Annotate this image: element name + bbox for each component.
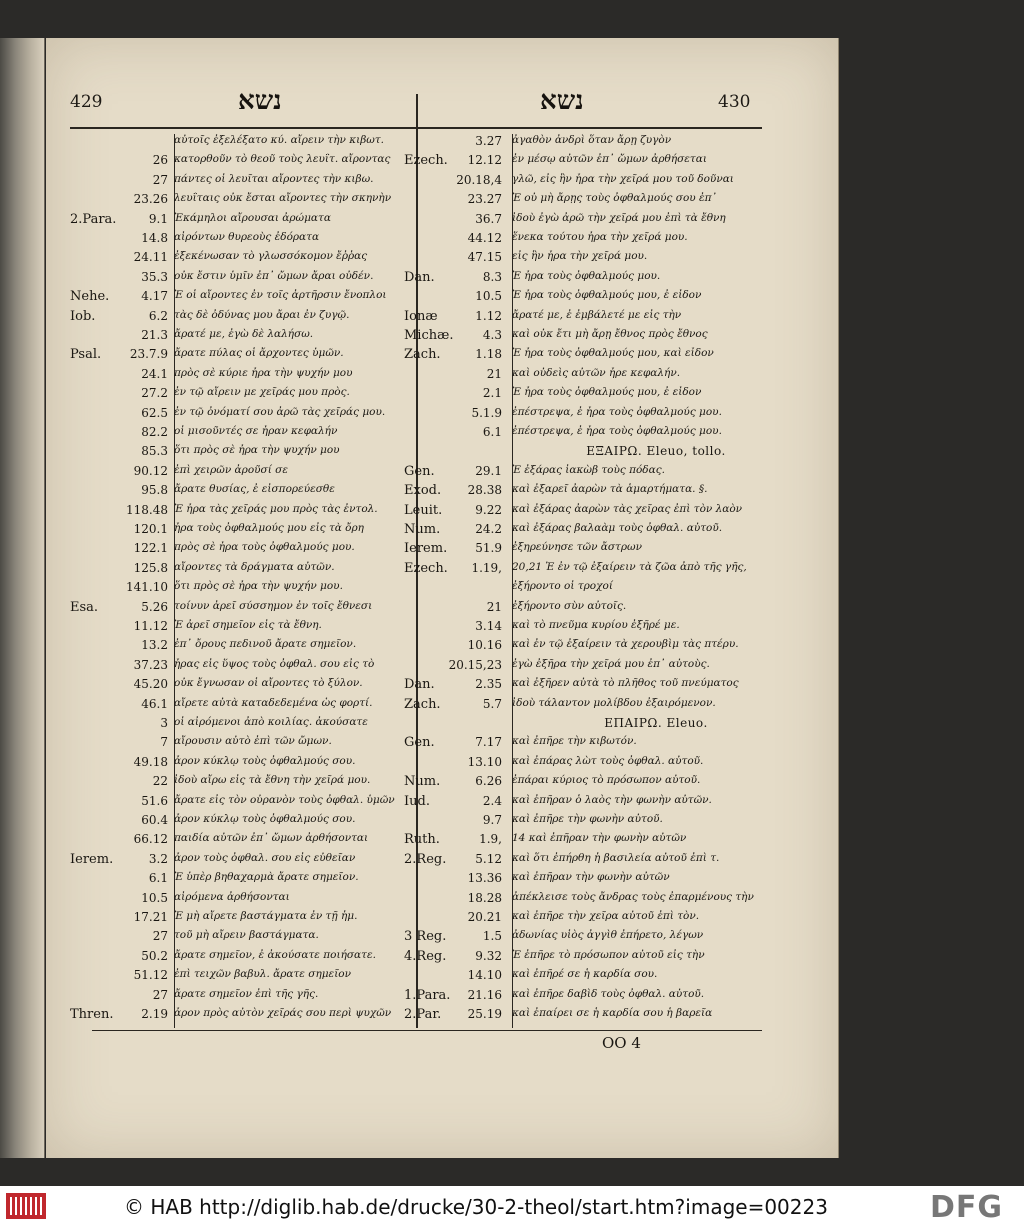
book-abbrev: 2.Par. xyxy=(404,1007,442,1022)
book-abbrev: Ionæ xyxy=(404,308,438,324)
right-column xyxy=(404,134,764,1030)
greek-text: οἱ αἰρόμενοι ἀπὸ κοιλίας. ἀκούσατε xyxy=(174,716,368,728)
verse-ref: 95.8 xyxy=(141,483,168,498)
verse-ref: 10.5 xyxy=(475,289,502,304)
verse-ref: 120.1 xyxy=(133,522,168,536)
greek-text: ἐξήροντο οἱ τροχοί xyxy=(512,580,613,593)
greek-text: ἦρας εἰς ὕψος τοὺς ὀφθαλ. σου εἰς τὸ xyxy=(174,657,375,670)
verse-ref: 1.19, xyxy=(471,560,502,575)
verse-ref: 5.26 xyxy=(141,599,168,614)
greek-text: λευΐταις οὐκ ἔσται αἴροντες τὴν σκηνὴν xyxy=(174,192,392,205)
book-abbrev: Esa. xyxy=(70,599,99,615)
greek-text: καὶ ἐξάρας ἀαρὼν τὰς χεῖρας ἐπὶ τὸν λαὸν xyxy=(512,502,743,515)
left-running-title: נשא xyxy=(238,86,282,116)
greek-text: καὶ ἐπῆραν ὁ λαὸς τὴν φωνὴν αὐτῶν. xyxy=(512,793,712,806)
verse-ref: 24.2 xyxy=(475,522,502,536)
book-abbrev: Num. xyxy=(404,522,441,537)
book-abbrev: Ezech. xyxy=(404,560,448,576)
greek-text: ἐπὶ τειχῶν βαβυλ. ἄρατε σημεῖον xyxy=(174,968,352,981)
verse-ref: 50.2 xyxy=(141,948,168,963)
greek-text: ἐξεκένωσαν τὸ γλωσσόκομον ἔῤῥας xyxy=(174,250,368,263)
greek-text: ἄρατε εἰς τὸν οὐρανὸν τοὺς ὀφθαλ. ὑμῶν xyxy=(174,793,395,806)
verse-ref: 51.9 xyxy=(475,541,502,556)
right-page-number: 430 xyxy=(718,92,751,112)
greek-text: καὶ ἐπῆραν τὴν φωνὴν αὐτῶν xyxy=(512,871,670,884)
book-abbrev: Iud. xyxy=(404,793,430,809)
copyright-link[interactable]: © HAB http://diglib.hab.de/drucke/30-2-theol/start.htm?image=00223 xyxy=(124,1195,828,1219)
verse-ref: 35.3 xyxy=(141,269,168,284)
greek-text: Ἐ ἦρα τοὺς ὀφθαλμούς μου. xyxy=(512,269,661,282)
greek-text: ἄρατέ με, ἐ ἐμβάλετέ με εἰς τὴν xyxy=(512,308,682,321)
greek-text: καὶ οὐκ ἔτι μὴ ἄρῃ ἔθνος πρὸς ἔθνος xyxy=(512,328,708,340)
greek-text: ἐξηρεύνησε τῶν ἄστρων xyxy=(512,541,642,554)
greek-text: πρὸς σὲ κύριε ἦρα τὴν ψυχήν μου xyxy=(174,366,353,379)
greek-text: καὶ ἐπῆρέ σε ἡ καρδία σου. xyxy=(512,968,658,981)
greek-text: ἐν μέσῳ αὐτῶν ἐπ᾽ ὤμων ἀρθήσεται xyxy=(512,153,707,166)
verse-ref: 23.27 xyxy=(467,192,502,207)
book-abbrev: Exod. xyxy=(404,483,442,499)
greek-text: ἐξήροντο σὺν αὐτοῖς. xyxy=(512,599,627,612)
section-heading: ΕΞΑΙΡΩ. Eleuo, tollo. xyxy=(586,444,726,459)
greek-text: Ἐ ὑπὲρ βηθαχαρμὰ ἄρατε σημεῖον. xyxy=(174,871,359,884)
left-page-number: 429 xyxy=(70,92,103,112)
book-abbrev: Nehe. xyxy=(70,289,110,305)
book-abbrev: Ierem. xyxy=(70,851,114,867)
verse-ref: 12.12 xyxy=(467,153,502,168)
verse-ref: 118.48 xyxy=(126,502,168,517)
greek-text: γλῶ, εἰς ἣν ἦρα τὴν χεῖρά μου τοῦ δοῦναι xyxy=(512,172,734,185)
verse-ref: 122.1 xyxy=(133,541,168,556)
verse-ref: 13.36 xyxy=(467,871,502,886)
greek-text: αἴρουσιν αὐτὸ ἐπὶ τῶν ὤμων. xyxy=(174,735,332,748)
book-abbrev: 2.Reg. xyxy=(404,851,447,867)
greek-text: ἄρατε πύλας οἱ ἄρχοντες ὑμῶν. xyxy=(174,347,344,360)
greek-text: εἰς ἣν ἦρα τὴν χεῖρά μου. xyxy=(512,250,648,263)
greek-text: Ἐ ἦρα τοὺς ὀφθαλμούς μου, καὶ εἶδον xyxy=(512,347,714,360)
verse-ref: 27.2 xyxy=(141,386,168,401)
greek-text: ὅτι πρὸς σὲ ἦρα τὴν ψυχήν μου xyxy=(174,444,340,457)
book-abbrev: Thren. xyxy=(70,1007,114,1022)
greek-text: ἆρον τοὺς ὀφθαλ. σου εἰς εὐθεῖαν xyxy=(174,851,356,864)
verse-ref: 66.12 xyxy=(133,832,168,847)
verse-ref: 13.2 xyxy=(141,638,168,653)
greek-text: ἕνεκα τούτου ἦρα τὴν χεῖρά μου. xyxy=(512,231,688,243)
book-abbrev: Gen. xyxy=(404,735,435,751)
greek-text: καὶ οὐδεὶς αὐτῶν ἦρε κεφαλήν. xyxy=(512,366,681,379)
verse-ref: 6.26 xyxy=(475,774,502,789)
verse-ref: 23.7.9 xyxy=(129,347,168,362)
greek-text: ἐγὼ ἐξῆρα τὴν χεῖρά μου ἐπ᾽ αὐτοὺς. xyxy=(512,657,710,670)
verse-ref: 20.15,23 xyxy=(448,657,502,672)
greek-text: ἐπέστρεψα, ἐ ἦρα τοὺς ὀφθαλμούς μου. xyxy=(512,405,722,418)
verse-ref: 37.23 xyxy=(133,657,168,672)
verse-ref: 25.19 xyxy=(467,1007,502,1021)
verse-ref: 23.26 xyxy=(133,192,168,207)
verse-ref: 4.3 xyxy=(482,328,502,342)
greek-text: ὅτι πρὸς σὲ ἦρα τὴν ψυχήν μου. xyxy=(174,580,343,593)
greek-text: Ἐ ἐξάρας ἰακὼβ τοὺς πόδας. xyxy=(512,463,665,476)
book-abbrev: Dan. xyxy=(404,269,435,285)
book-abbrev: Ierem. xyxy=(404,541,448,557)
verse-ref: 18.28 xyxy=(467,890,502,905)
greek-text: ἐπ᾽ ὄρους πεδινοῦ ἄρατε σημεῖον. xyxy=(174,638,357,651)
verse-ref: 9.1 xyxy=(148,211,168,226)
greek-text: ἄρατε σημεῖον ἐπὶ τῆς γῆς. xyxy=(174,987,319,1000)
greek-text: οὐκ ἔγνωσαν οἱ αἴροντες τὸ ξύλον. xyxy=(174,677,363,690)
verse-ref: 14.10 xyxy=(467,968,502,983)
signature-mark: OO 4 xyxy=(602,1034,641,1052)
greek-text: ἐν τῷ αἴρειν με χεῖράς μου πρὸς. xyxy=(174,386,350,399)
verse-ref: 11.12 xyxy=(133,619,168,633)
verse-ref: 3.14 xyxy=(475,619,502,633)
book-abbrev: Iob. xyxy=(70,308,96,324)
verse-ref: 141.10 xyxy=(126,580,168,595)
greek-text: παιδία αὐτῶν ἐπ᾽ ὤμων ἀρθήσονται xyxy=(174,832,369,845)
greek-text: Ἐ ἦρα τὰς χεῖράς μου πρὸς τὰς ἐντολ. xyxy=(174,502,378,515)
greek-text: ἰδοὺ τάλαντον μολίβδου ἐξαιρόμενον. xyxy=(512,696,716,709)
greek-text: καὶ ἐπαίρει σε ἡ καρδία σου ἡ βαρεῖα xyxy=(512,1007,713,1019)
greek-text: ἄρατε σημεῖον, ἐ ἀκούσατε ποιήσατε. xyxy=(174,948,376,961)
verse-ref: 20.21 xyxy=(467,910,502,924)
greek-text: ἐπάραι κύριος τὸ πρόσωπον αὐτοῦ. xyxy=(512,774,701,787)
greek-text: Ἐ μὴ αἴρετε βαστάγματα ἐν τῇ ἡμ. xyxy=(174,910,358,922)
greek-text: 14 καὶ ἐπῆραν τὴν φωνὴν αὐτῶν xyxy=(512,832,687,845)
greek-text: Ἐ οἱ αἴροντες ἐν τοῖς ἀρτῆρσιν ἔνοπλοι xyxy=(174,289,387,302)
verse-ref: 8.3 xyxy=(482,269,502,284)
footer-rule xyxy=(92,1030,762,1031)
verse-ref: 3 xyxy=(160,716,168,730)
verse-ref: 85.3 xyxy=(141,444,168,459)
greek-text: ἐπὶ χειρῶν ἀροῦσί σε xyxy=(174,463,288,476)
verse-ref: 21 xyxy=(486,366,502,381)
verse-ref: 125.8 xyxy=(133,560,168,575)
verse-ref: 47.15 xyxy=(467,250,502,265)
verse-ref: 2.1 xyxy=(482,386,502,401)
book-abbrev: Leuit. xyxy=(404,502,443,518)
book-abbrev: 2.Para. xyxy=(70,211,117,227)
greek-text: ἆρον κύκλῳ τοὺς ὀφθαλμούς σου. xyxy=(174,813,356,825)
greek-text: καὶ ἐν τῷ ἐξαίρειν τὰ χερουβὶμ τὰς πτέρυ. xyxy=(512,638,739,651)
verse-ref: 17.21 xyxy=(133,910,168,924)
greek-text: ἐπέστρεψα, ἐ ἦρα τοὺς ὀφθαλμούς μου. xyxy=(512,425,722,437)
verse-ref: 27 xyxy=(152,172,168,187)
greek-text: ἐν τῷ ὀνόματί σου ἀρῶ τὰς χεῖράς μου. xyxy=(174,405,386,418)
verse-ref: 21 xyxy=(486,599,502,614)
greek-text: αἰρόμενα ἀρθήσονται xyxy=(174,890,290,903)
greek-text: καὶ ἐπῆρε τὴν κιβωτόν. xyxy=(512,735,637,748)
book-abbrev: Psal. xyxy=(70,347,102,363)
verse-ref: 45.20 xyxy=(133,677,168,692)
verse-ref: 24.1 xyxy=(141,366,168,381)
verse-ref: 6.1 xyxy=(482,425,502,439)
verse-ref: 2.35 xyxy=(475,677,502,692)
greek-text: οἱ μισοῦντές σε ἦραν κεφαλήν xyxy=(174,425,338,437)
verse-ref: 82.2 xyxy=(141,425,168,439)
verse-ref: 1.9, xyxy=(479,832,502,847)
greek-text: Ἐ ἐπῆρε τὸ πρόσωπον αὐτοῦ εἰς τὴν xyxy=(512,948,705,961)
verse-ref: 21.3 xyxy=(141,328,168,342)
verse-ref: 5.7 xyxy=(482,696,502,711)
greek-text: Ἐ ἀρεῖ σημεῖον εἰς τὰ ἔθνη. xyxy=(174,619,322,631)
book-abbrev: Num. xyxy=(404,774,441,790)
index-entry xyxy=(404,1007,764,1029)
book-abbrev: Gen. xyxy=(404,463,435,479)
verse-ref: 51.6 xyxy=(141,793,168,808)
verse-ref: 1.18 xyxy=(475,347,502,362)
verse-ref: 4.17 xyxy=(141,289,168,304)
greek-text: τὰς δὲ ὀδύνας μου ἄραι ἐν ζυγῷ. xyxy=(174,308,350,321)
greek-text: οὐκ ἔστιν ὑμῖν ἐπ᾽ ὤμων ἄραι οὐδέν. xyxy=(174,269,374,282)
greek-text: καὶ ἐπῆρε τὴν φωνὴν αὐτοῦ. xyxy=(512,813,663,825)
verse-ref: 10.5 xyxy=(141,890,168,905)
greek-text: καὶ ἐξαρεῖ ἀαρὼν τὰ ἁμαρτήματα. §. xyxy=(512,483,708,496)
greek-text: αὐτοῖς ἐξελέξατο κύ. αἴρειν τὴν κιβωτ. xyxy=(174,134,385,146)
book-abbrev: Michæ. xyxy=(404,328,454,343)
verse-ref: 5.12 xyxy=(475,851,502,866)
hab-logo-icon xyxy=(6,1191,46,1221)
greek-text: καὶ τὸ πνεῦμα κυρίου ἐξῆρέ με. xyxy=(512,619,680,631)
verse-ref: 2.19 xyxy=(141,1007,168,1021)
verse-ref: 7 xyxy=(160,735,168,750)
greek-text: ἀγαθὸν ἀνδρὶ ὅταν ἄρῃ ζυγὸν xyxy=(512,134,672,146)
book-abbrev: Ruth. xyxy=(404,832,440,848)
verse-ref: 1.12 xyxy=(475,308,502,323)
greek-text: ἰδοὺ ἐγὼ ἀρῶ τὴν χεῖρά μου ἐπὶ τὰ ἔθνη xyxy=(512,211,726,224)
verse-ref: 6.1 xyxy=(148,871,168,886)
verse-ref: 21.16 xyxy=(467,987,502,1002)
book-abbrev: Ezech. xyxy=(404,153,448,169)
dfg-logo: DFG xyxy=(930,1190,1004,1225)
verse-ref: 20.18,4 xyxy=(456,172,502,187)
greek-text: ἀπέκλεισε τοὺς ἄνδρας τοὺς ἐπαρμένους τὴν xyxy=(512,890,754,903)
verse-ref: 10.16 xyxy=(467,638,502,653)
greek-text: καὶ ἐπῆρε τὴν χεῖρα αὐτοῦ ἐπὶ τὸν. xyxy=(512,910,700,922)
greek-text: τοίνυν ἀρεῖ σύσσημον ἐν τοῖς ἔθνεσι xyxy=(174,599,373,612)
greek-text: καὶ ἐπάρας λὼτ τοὺς ὀφθαλ. αὐτοῦ. xyxy=(512,754,704,767)
greek-text: πρὸς σὲ ἦρα τοὺς ὀφθαλμούς μου. xyxy=(174,541,355,554)
book-abbrev: Zach. xyxy=(404,347,441,363)
verse-ref: 62.5 xyxy=(141,405,168,420)
greek-text: ἄρατε θυσίας, ἐ εἰσπορεύεσθε xyxy=(174,483,335,496)
verse-ref: 27 xyxy=(152,987,168,1002)
verse-ref: 1.5 xyxy=(482,929,502,944)
greek-text: ἆρον πρὸς αὐτὸν χεῖράς σου περὶ ψυχῶν xyxy=(174,1007,392,1019)
greek-text: αἰρόντων θυρεοὺς ἐδόρατα xyxy=(174,231,320,243)
book-abbrev: 3 Reg. xyxy=(404,929,447,945)
verse-ref: 7.17 xyxy=(475,735,502,750)
verse-ref: 46.1 xyxy=(141,696,168,711)
greek-text: καὶ ὅτι ἐπήρθη ἡ βασιλεία αὐτοῦ ἐπὶ τ. xyxy=(512,851,720,864)
verse-ref: 2.4 xyxy=(482,793,502,808)
greek-text: καὶ ἐξάρας βαλαὰμ τοὺς ὀφθαλ. αὐτοῦ. xyxy=(512,522,723,534)
verse-ref: 44.12 xyxy=(467,231,502,245)
greek-text: αἴρετε αὐτὰ καταδεδεμένα ὡς φορτί. xyxy=(174,696,373,709)
verse-ref: 24.11 xyxy=(133,250,168,265)
greek-text: ἄρατέ με, ἐγὼ δὲ λαλήσω. xyxy=(174,328,314,340)
verse-ref: 3.27 xyxy=(475,134,502,148)
book-abbrev: 1.Para. xyxy=(404,987,451,1003)
greek-text: πάντες οἱ λευῖται αἴροντες τὴν κιβω. xyxy=(174,172,374,185)
left-column xyxy=(70,134,416,1030)
section-heading: ΕΠΑΙΡΩ. Eleuo. xyxy=(604,716,708,730)
verse-ref: 5.1.9 xyxy=(471,405,502,420)
verse-ref: 13.10 xyxy=(467,754,502,769)
verse-ref: 90.12 xyxy=(133,463,168,478)
verse-ref: 9.7 xyxy=(482,813,502,827)
book-edge xyxy=(0,38,45,1158)
book-abbrev: 4.Reg. xyxy=(404,948,447,964)
verse-ref: 28.38 xyxy=(467,483,502,498)
book-abbrev: Zach. xyxy=(404,696,441,712)
verse-ref: 51.12 xyxy=(133,968,168,983)
verse-ref: 26 xyxy=(152,153,168,168)
greek-text: ἆρον κύκλῳ τοὺς ὀφθαλμούς σου. xyxy=(174,754,356,767)
verse-ref: 36.7 xyxy=(475,211,502,226)
greek-text: ἦρα τοὺς ὀφθαλμούς μου εἰς τὰ ὄρη xyxy=(174,522,364,534)
greek-text: Ἐ οὐ μὴ ἄρῃς τοὺς ὀφθαλμούς σου ἐπ᾽ xyxy=(512,192,717,205)
verse-ref: 9.32 xyxy=(475,948,502,963)
index-entry xyxy=(70,1007,416,1029)
verse-ref: 60.4 xyxy=(141,813,168,827)
verse-ref: 9.22 xyxy=(475,502,502,517)
greek-text: ἰδοὺ αἴρω εἰς τὰ ἔθνη τὴν χεῖρά μου. xyxy=(174,774,371,787)
verse-ref: 27 xyxy=(152,929,168,944)
greek-text: καὶ ἐξῆρεν αὐτὰ τὸ πλῆθος τοῦ πνεύματος xyxy=(512,677,739,690)
verse-ref: 22 xyxy=(152,774,168,789)
verse-ref: 6.2 xyxy=(148,308,168,323)
greek-text: αἴροντες τὰ δράγματα αὐτῶν. xyxy=(174,560,335,573)
verse-ref: 29.1 xyxy=(475,463,502,478)
greek-text: ἀδωνίας υἱὸς ἀγγὶθ ἐπήρετο, λέγων xyxy=(512,929,704,942)
greek-text: τοῦ μὴ αἴρειν βαστάγματα. xyxy=(174,929,319,942)
verse-ref: 14.8 xyxy=(141,231,168,245)
greek-text: Ἐ ἦρα τοὺς ὀφθαλμούς μου, ἐ εἶδον xyxy=(512,386,702,399)
greek-text: καὶ ἐπῆρε δαβὶδ τοὺς ὀφθαλ. αὐτοῦ. xyxy=(512,987,705,1000)
greek-text: κατορθοῦν τὸ θεοῦ τοὺς λευΐτ. αἴροντας xyxy=(174,153,391,166)
right-running-title: נשא xyxy=(540,86,584,116)
verse-ref: 49.18 xyxy=(133,754,168,769)
verse-ref: 3.2 xyxy=(148,851,168,866)
greek-text: Ἐ ἦρα τοὺς ὀφθαλμούς μου, ἐ εἶδον xyxy=(512,289,702,302)
book-abbrev: Dan. xyxy=(404,677,435,693)
greek-text: 20,21 Ἐ ἐν τῷ ἐξαίρειν τὰ ζῶα ἀπὸ τῆς γῆς, xyxy=(512,560,747,573)
greek-text: Ἐκάμηλοι αἴρουσαι ἀρώματα xyxy=(174,211,331,224)
